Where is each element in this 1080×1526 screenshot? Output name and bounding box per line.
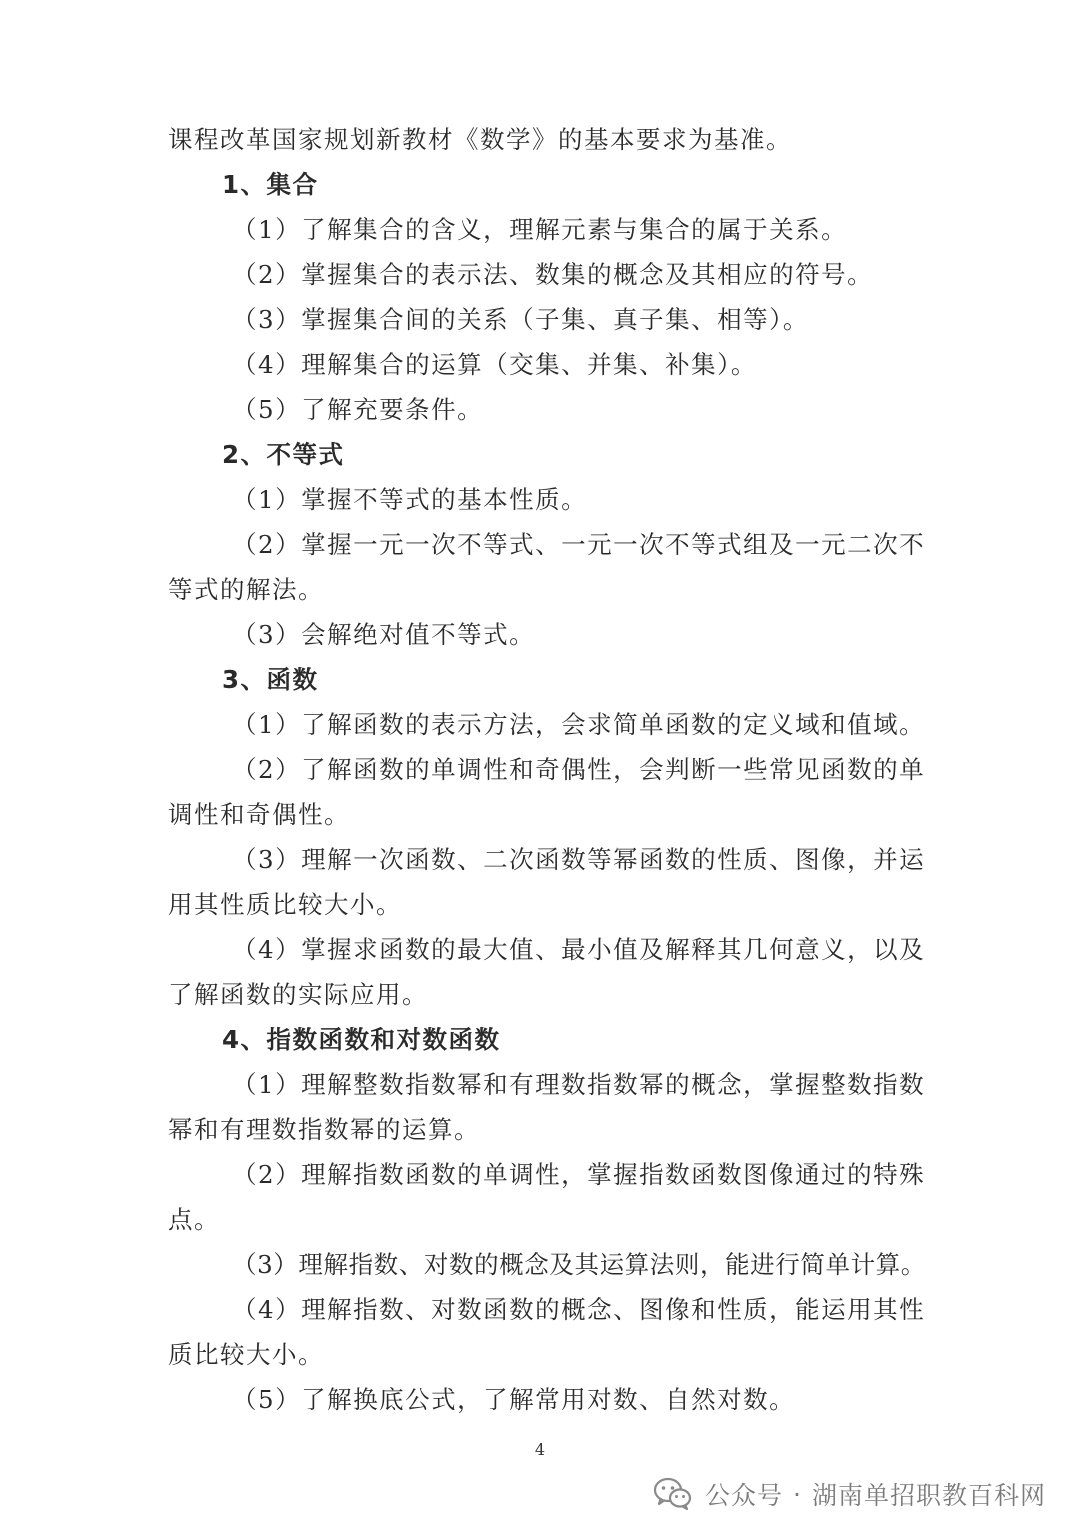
sets-item-4: （4）理解集合的运算（交集、并集、补集）。: [232, 350, 757, 379]
inequalities-item-3: （3）会解绝对值不等式。: [232, 620, 536, 649]
exp-log-item-2: （2）理解指数函数的单调性，掌握指数函数图像通过的特殊: [232, 1160, 926, 1189]
functions-item-2: （2）了解函数的单调性和奇偶性，会判断一些常见函数的单: [232, 755, 926, 784]
exp-log-item-5: （5）了解换底公式，了解常用对数、自然对数。: [232, 1385, 796, 1414]
section-heading-inequalities: 2、不等式: [222, 440, 345, 469]
sets-item-3: （3）掌握集合间的关系（子集、真子集、相等）。: [232, 305, 809, 334]
section-heading-sets: 1、集合: [222, 170, 319, 199]
watermark-account: 湖南单招职教百科网: [811, 1481, 1046, 1510]
functions-item-1: （1）了解函数的表示方法，会求简单函数的定义域和值域。: [232, 710, 926, 739]
functions-item-3-cont: 用其性质比较大小。: [168, 890, 402, 919]
sets-item-2: （2）掌握集合的表示法、数集的概念及其相应的符号。: [232, 260, 874, 289]
section-heading-exp-log: 4、指数函数和对数函数: [222, 1025, 501, 1054]
exp-log-item-2-cont: 点。: [168, 1205, 220, 1234]
exp-log-item-1: （1）理解整数指数幂和有理数指数幂的概念，掌握整数指数: [232, 1070, 926, 1099]
sets-item-1: （1）了解集合的含义，理解元素与集合的属于关系。: [232, 215, 848, 244]
page-number: 4: [534, 1440, 546, 1459]
intro-line: 课程改革国家规划新教材《数学》的基本要求为基准。: [168, 125, 792, 154]
section-heading-functions: 3、函数: [222, 665, 319, 694]
functions-item-4: （4）掌握求函数的最大值、最小值及解释其几何意义，以及: [232, 935, 926, 964]
functions-item-2-cont: 调性和奇偶性。: [168, 800, 350, 829]
exp-log-item-4: （4）理解指数、对数函数的概念、图像和性质，能运用其性: [232, 1295, 926, 1324]
exp-log-item-4-cont: 质比较大小。: [168, 1340, 324, 1369]
watermark-separator: ·: [793, 1479, 802, 1509]
functions-item-4-cont: 了解函数的实际应用。: [168, 980, 428, 1009]
watermark: [653, 1474, 1046, 1514]
inequalities-item-2-cont: 等式的解法。: [168, 575, 324, 604]
inequalities-item-1: （1）掌握不等式的基本性质。: [232, 485, 588, 514]
sets-item-5: （5）了解充要条件。: [232, 395, 484, 424]
exp-log-item-1-cont: 幂和有理数指数幂的运算。: [168, 1115, 480, 1144]
wechat-icon: [653, 1477, 693, 1511]
inequalities-item-2: （2）掌握一元一次不等式、一元一次不等式组及一元二次不: [232, 530, 926, 559]
functions-item-3: （3）理解一次函数、二次函数等幂函数的性质、图像，并运: [232, 845, 926, 874]
exp-log-item-3: （3）理解指数、对数的概念及其运算法则，能进行简单计算。: [232, 1250, 926, 1279]
watermark-prefix: 公众号: [705, 1481, 784, 1510]
